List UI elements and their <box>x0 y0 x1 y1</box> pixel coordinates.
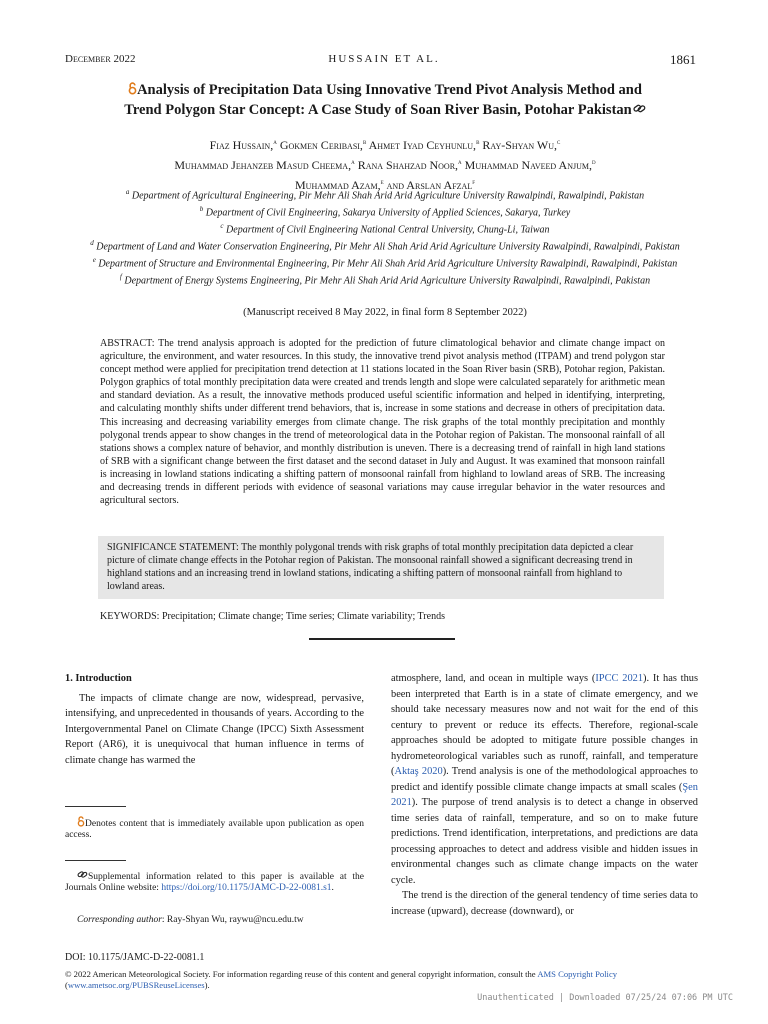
author-name: Muhammad Naveed Anjum, <box>461 158 592 172</box>
open-access-icon <box>128 82 137 95</box>
author-line-1 <box>60 134 710 154</box>
right-paragraph-2: The trend is the direction of the general tendency of time series data to increase (upward), decrease (downward), or <box>391 890 698 917</box>
open-access-icon <box>77 816 85 827</box>
citation-link[interactable]: Şen 2021 <box>391 781 698 808</box>
author-affil-sup: d <box>591 158 596 166</box>
author-affil-sup: f <box>472 178 475 186</box>
supplemental-link-icon <box>77 870 88 879</box>
right-column <box>391 671 698 919</box>
author-affil-sup: a <box>351 158 355 166</box>
header-running-author: HUSSAIN ET AL. <box>328 53 440 65</box>
citation-link[interactable]: Aktaş 2020 <box>394 766 443 777</box>
author-affil-sup: c <box>557 138 561 146</box>
author-name: Gokmen Ceribasi, <box>276 138 363 152</box>
footnote-divider <box>65 806 126 807</box>
affiliation-item: $^c$ Department of Civil Engineering National Central University, Chung-Li, Taiwan <box>220 221 550 236</box>
affiliation-item: $^e$ Department of Structure and Environmental Engineering, Pir Mehr Ali Shah Arid Arid Agriculture University Rawalpindi, Rawalpindi, Pakistan <box>92 255 678 270</box>
author-name: and Arslan Afzal <box>383 178 473 192</box>
affiliation-item: $^d$ Department of Land and Water Conservation Engineering, Pir Mehr Ali Shah Arid Arid Agriculture University Rawalpindi, Rawalpindi, Pakistan <box>90 238 680 253</box>
title-line-2: Trend Polygon Star Concept: A Case Study of Soan River Basin, Potohar Pakistan <box>124 102 632 118</box>
author-name: Ahmet Iyad Ceyhunlu, <box>366 138 477 152</box>
corresponding-author: Corresponding author: Ray-Shyan Wu, raywu@ncu.edu.tw <box>77 915 304 926</box>
right-paragraph-1: atmosphere, land, and ocean in multiple ways (IPCC 2021). It has thus been interpreted that Earth is in a state of climate emergency, and we should take necessary measures now and not wait for the end of this century to prevent or reduce its effects. Therefore, regional-scale approaches should be adopted to mitigate future possible changes in hydrometeorological variables such as runoff, rainfall, and temperature (Aktaş 2020). Trend analysis is one of the methodological approaches to predict and identify possible climate change impacts at small scales (Şen 2021). The purpose of trend analysis is to detect a change in observed time series data of rainfall, temperature, and so on to make future predictions. Trend identification, interpretations, and predictions are data processing approaches to detect and address visible and hidden issues in environmental changes such as climate change impacts on the water cycle. <box>391 673 699 886</box>
author-name: Ray-Shyan Wu, <box>479 138 558 152</box>
supplemental-doi-link[interactable]: https://doi.org/10.1175/JAMC-D-22-0081.s1 <box>161 882 332 893</box>
footnote-open-access: Denotes content that is immediately available upon publication as open access. <box>65 816 364 842</box>
section-divider <box>309 638 455 640</box>
download-stamp: Unauthenticated | Downloaded 07/25/24 07:06 PM UTC <box>477 993 733 1003</box>
author-affil-sup: a <box>458 158 462 166</box>
title-line-1: Analysis of Precipitation Data Using Innovative Trend Pivot Analysis Method and <box>137 82 642 98</box>
doi-line: DOI: 10.1175/JAMC-D-22-0081.1 <box>65 952 205 963</box>
footnote-divider <box>65 860 126 861</box>
reuse-licenses-link[interactable]: www.ametsoc.org/PUBSReuseLicenses <box>67 980 205 990</box>
author-line-2 <box>60 154 710 174</box>
affiliation-item: $^a$ Department of Agricultural Engineering, Pir Mehr Ali Shah Arid Arid Agriculture University Rawalpindi, Rawalpindi, Pakistan <box>125 188 645 202</box>
ams-copyright-link[interactable]: AMS Copyright Policy <box>537 969 618 979</box>
author-list <box>60 134 710 194</box>
author-name: Fiaz Hussain, <box>209 138 274 152</box>
keywords: KEYWORDS: Precipitation; Climate change; Time series; Climate variability; Trends <box>100 611 445 622</box>
supplemental-link-icon[interactable] <box>633 103 646 114</box>
affiliation-item: $^b$ Department of Civil Engineering, Sakarya University of Applied Sciences, Sakarya, Turkey <box>199 204 571 219</box>
page-number: 1861 <box>670 52 696 67</box>
abstract-paragraph: ABSTRACT: The trend analysis approach is adopted for the prediction of future climatological behavior and climate change impact on agriculture, the environment, and water resources. In this study, the innovative trend pivot analysis method (ITPAM) and trend polygon star concept method were applied for precipitation trend detection at 11 stations located in the Soan River basin (SRB), Potohar region, Pakistan. Polygon graphics of total monthly precipitation data were created and trends length and slope were calculated separately for arithmetic mean and standard deviation. As a result, the innovative methods produced useful scientific information and helped in identifying, interpreting, and calculating monthly shifts under different trend behaviors, that is, increase in some stations and decrease in others of precipitation data. This increasing and decreasing variability emerges from climate change. The risk graphs of the total monthly precipitation and monthly polygonal trends appear to show changes in the trend of meteorological data in the Potohar region of Pakistan. The monsoonal rainfall of all stations shows a complex nature of behavior, and monthly distribution is uneven. There is a decreasing trend of rainfall in high land stations of SRB with a significant change between the first dataset and the second dataset in July and August. It was examined that monsoon rainfall is increasing in lowland stations indicating a shifting pattern of monsoonal rainfall from highland to lowland areas of SRB. The increasing and decreasing trends in different periods with evidence of seasonal variations may cause irregular behavior in the water resources and agricultural sectors. <box>100 338 665 507</box>
affiliation-list <box>60 186 710 288</box>
author-name: Rana Shahzad Noor, <box>354 158 459 172</box>
left-column <box>65 671 364 926</box>
author-affil-sup: a <box>273 138 277 146</box>
article-title <box>40 80 730 120</box>
footnote-supplemental: Supplemental information related to this paper is available at the Journals Online website: https://doi.org/10.1175/JAMC-D-22-0081.s1. <box>65 871 364 893</box>
section-heading-introduction: 1. Introduction <box>65 673 132 684</box>
manuscript-received-note: (Manuscript received 8 May 2022, in final form 8 September 2022) <box>243 307 527 318</box>
copyright-notice: © 2022 American Meteorological Society. For information regarding reuse of this content and general copyright information, consult the AMS Copyright Policy (www.ametsoc.org/PUBSReuseLicenses). <box>65 969 618 990</box>
citation-link[interactable]: IPCC 2021 <box>595 673 644 684</box>
author-affil-sup: b <box>476 138 480 146</box>
affiliation-item: $^f$ Department of Energy Systems Engineering, Pir Mehr Ali Shah Arid Arid Agriculture University Rawalpindi, Rawalpindi, Pakistan <box>119 272 651 286</box>
author-name: Muhammad Jehanzeb Masud Cheema, <box>174 158 352 172</box>
author-affil-sup: b <box>362 138 367 146</box>
author-affil-sup: e <box>380 178 384 186</box>
author-name: Muhammad Azam, <box>295 178 381 192</box>
intro-paragraph: The impacts of climate change are now, widespread, pervasive, intensifying, and unprecedented in thousands of years. According to the Intergovernmental Panel on Climate Change (IPCC) Sixth Assessment Report (AR6), it is unequivocal that human influence in terms of climate change has warmed the <box>65 692 364 766</box>
significance-statement-box: SIGNIFICANCE STATEMENT: The monthly polygonal trends with risk graphs of total monthly precipitation data depicted a clear picture of climate change effects in the Potohar region of Pakistan. The monsoonal rainfall showed a significant decreasing trend in highland stations and an increasing trend in lowland stations, indicating a shifting pattern of monsoonal rainfall from highland to lowland areas. <box>98 536 664 599</box>
header-date: December 2022 <box>65 53 136 65</box>
